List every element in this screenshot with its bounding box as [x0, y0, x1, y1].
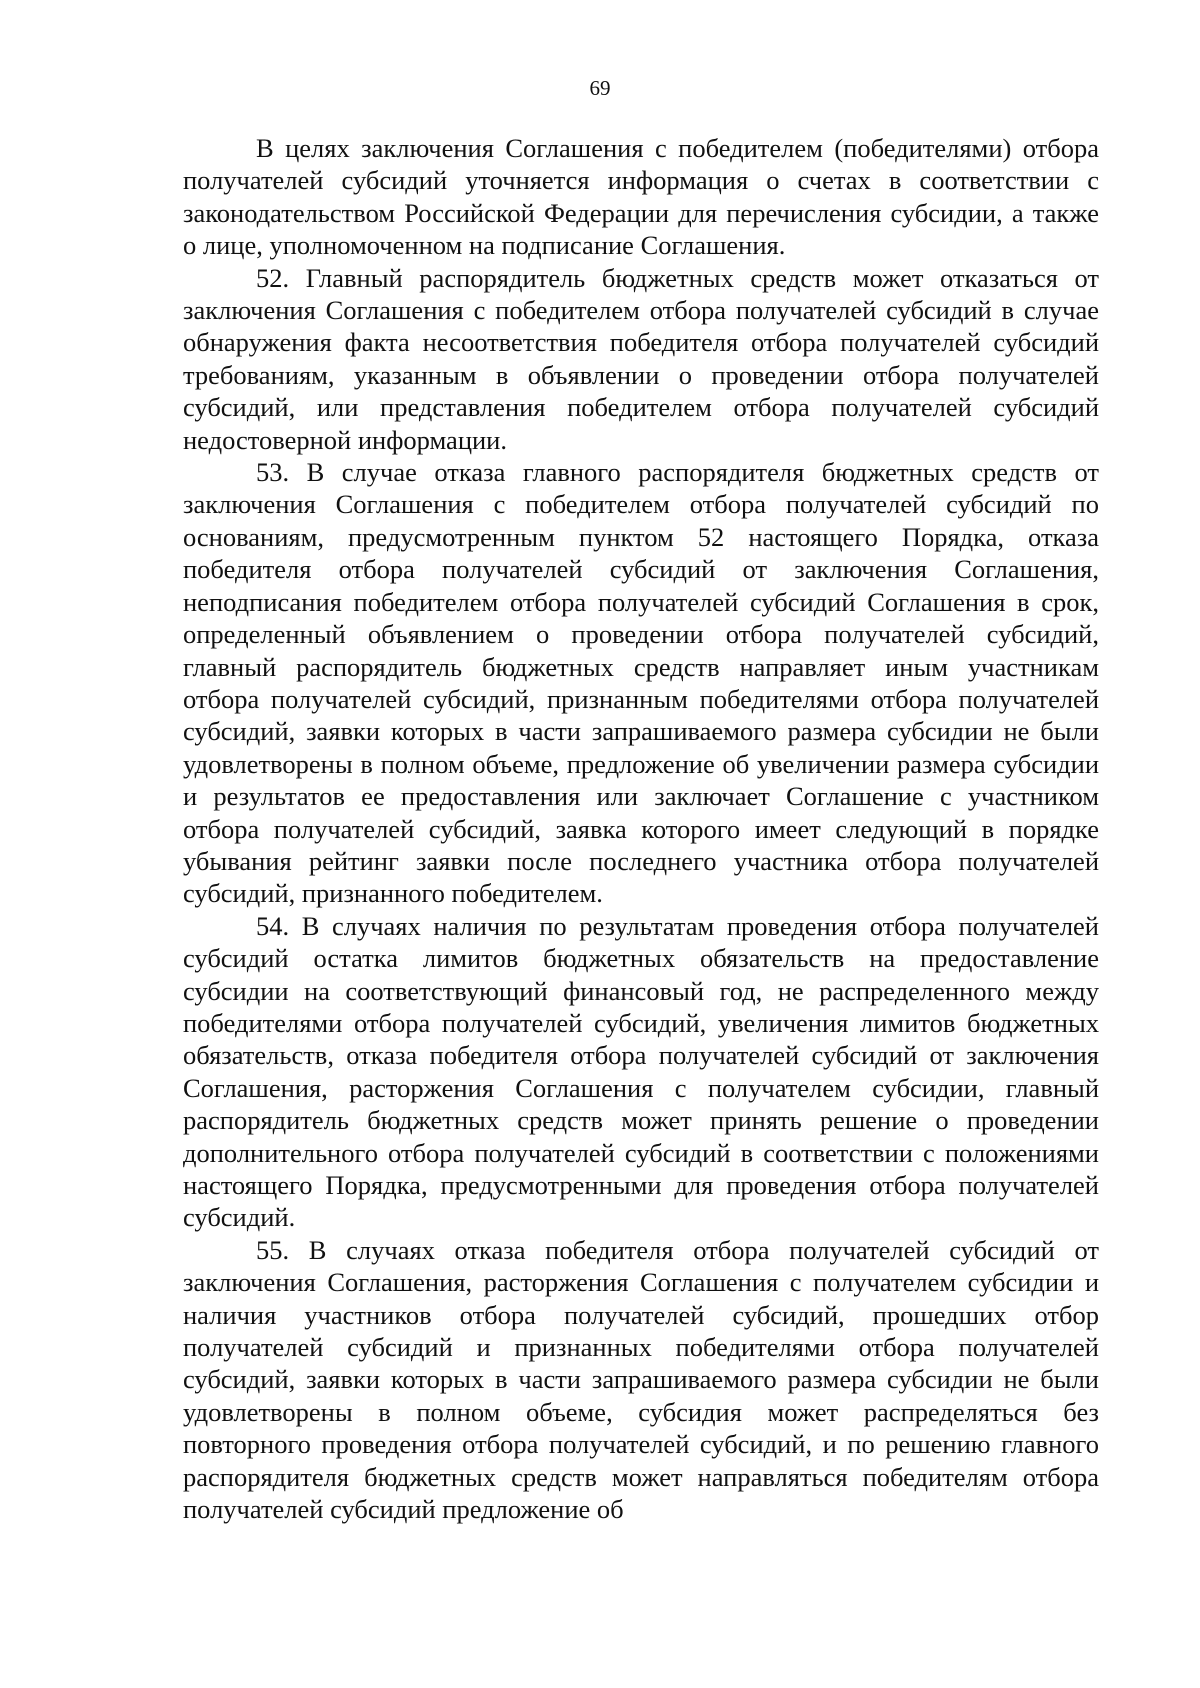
document-body	[183, 132, 1099, 1525]
paragraph-55: 55. В случаях отказа победителя отбора получателей субсидий от заключения Соглашения, расторжения Соглашения с получателем субсидии и наличия участников отбора получателей субсидий, прошедших отбор получателей субсидий и признанных победителями отбора получателей субсидий, заявки которых в части запрашиваемого размера субсидии не были удовлетворены в полном объеме, субсидия может распределяться без повторного проведения отбора получателей субсидий, и по решению главного распорядителя бюджетных средств может направляться победителям отбора получателей субсидий предложение об	[183, 1234, 1099, 1525]
paragraph-intro: В целях заключения Соглашения с победителем (победителями) отбора получателей субсидий уточняется информация о счетах в соответствии с законодательством Российской Федерации для перечисления субсидии, а также о лице, уполномоченном на подписание Соглашения.	[183, 133, 1099, 261]
paragraph-53: 53. В случае отказа главного распорядителя бюджетных средств от заключения Соглашения с победителем отбора получателей субсидий по основаниям, предусмотренным пунктом 52 настоящего Порядка, отказа победителя отбора получателей субсидий от заключения Соглашения, неподписания победителем отбора получателей субсидий Соглашения в срок, определенный объявлением о проведении отбора получателей субсидий, главный распорядитель бюджетных средств направляет иным участникам отбора получателей субсидий, признанным победителями отбора получателей субсидий, заявки которых в части запрашиваемого размера субсидии не были удовлетворены в полном объеме, предложение об увеличении размера субсидии и результатов ее предоставления или заключает Соглашение с участником отбора получателей субсидий, заявка которого имеет следующий в порядке убывания рейтинг заявки после последнего участника отбора получателей субсидий, признанного победителем.	[183, 457, 1099, 909]
paragraph-52: 52. Главный распорядитель бюджетных средств может отказаться от заключения Соглашения с победителем отбора получателей субсидий в случае обнаружения факта несоответствия победителя отбора получателей субсидий требованиям, указанным в объявлении о проведении отбора получателей субсидий, или представления победителем отбора получателей субсидий недостоверной информации.	[183, 262, 1099, 455]
paragraph-54: 54. В случаях наличия по результатам проведения отбора получателей субсидий остатка лимитов бюджетных обязательств на предоставление субсидии на соответствующий финансовый год, не распределенного между победителями отбора получателей субсидий, увеличения лимитов бюджетных обязательств, отказа победителя отбора получателей субсидий от заключения Соглашения, расторжения Соглашения с получателем субсидии, главный распорядитель бюджетных средств может принять решение о проведении дополнительного отбора получателей субсидий в соответствии с положениями настоящего Порядка, предусмотренными для проведения отбора получателей субсидий.	[183, 910, 1099, 1233]
page-number: 69	[589, 76, 611, 100]
